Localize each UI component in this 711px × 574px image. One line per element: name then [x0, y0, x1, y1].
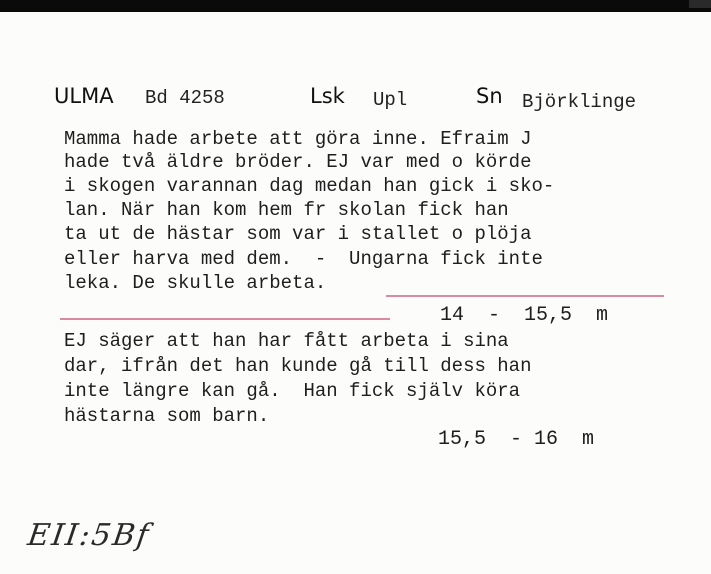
text-line-8: EJ säger att han har fått arbeta i sina	[64, 330, 509, 352]
underline-mark-1	[386, 295, 664, 297]
text-line-9: dar, ifrån det han kunde gå till dess han	[64, 355, 532, 377]
top-border	[0, 0, 711, 12]
text-line-11: hästarna som barn.	[64, 405, 270, 427]
text-line-5: ta ut de hästar som var i stallet o plöja	[64, 223, 532, 245]
text-line-10: inte längre kan gå. Han fick själv köra	[64, 380, 521, 402]
text-line-3: i skogen varannan dag medan han gick i sko-	[64, 175, 555, 197]
sn-value: Björklinge	[522, 91, 637, 113]
text-line-6: eller harva med dem. - Ungarna fick inte	[64, 248, 543, 270]
volume-number: Bd 4258	[145, 87, 225, 109]
archive-label: ULMA	[54, 84, 114, 108]
text-line-1: Mamma hade arbete att göra inne. Efraim J	[64, 128, 532, 150]
handwritten-signature: EII:5Bf	[25, 518, 153, 553]
sn-label: Sn	[476, 84, 503, 108]
lsk-value: Upl	[373, 89, 408, 111]
lsk-label: Lsk	[310, 84, 345, 108]
text-line-2: hade två äldre bröder. EJ var med o körde	[64, 151, 532, 173]
text-line-7: leka. De skulle arbeta.	[64, 272, 327, 294]
underline-mark-2	[60, 318, 390, 320]
measurement-1: 14 - 15,5 m	[440, 304, 609, 327]
measurement-2: 15,5 - 16 m	[438, 428, 595, 451]
text-line-4: lan. När han kom hem fr skolan fick han	[64, 199, 509, 221]
corner-mark	[689, 0, 711, 8]
